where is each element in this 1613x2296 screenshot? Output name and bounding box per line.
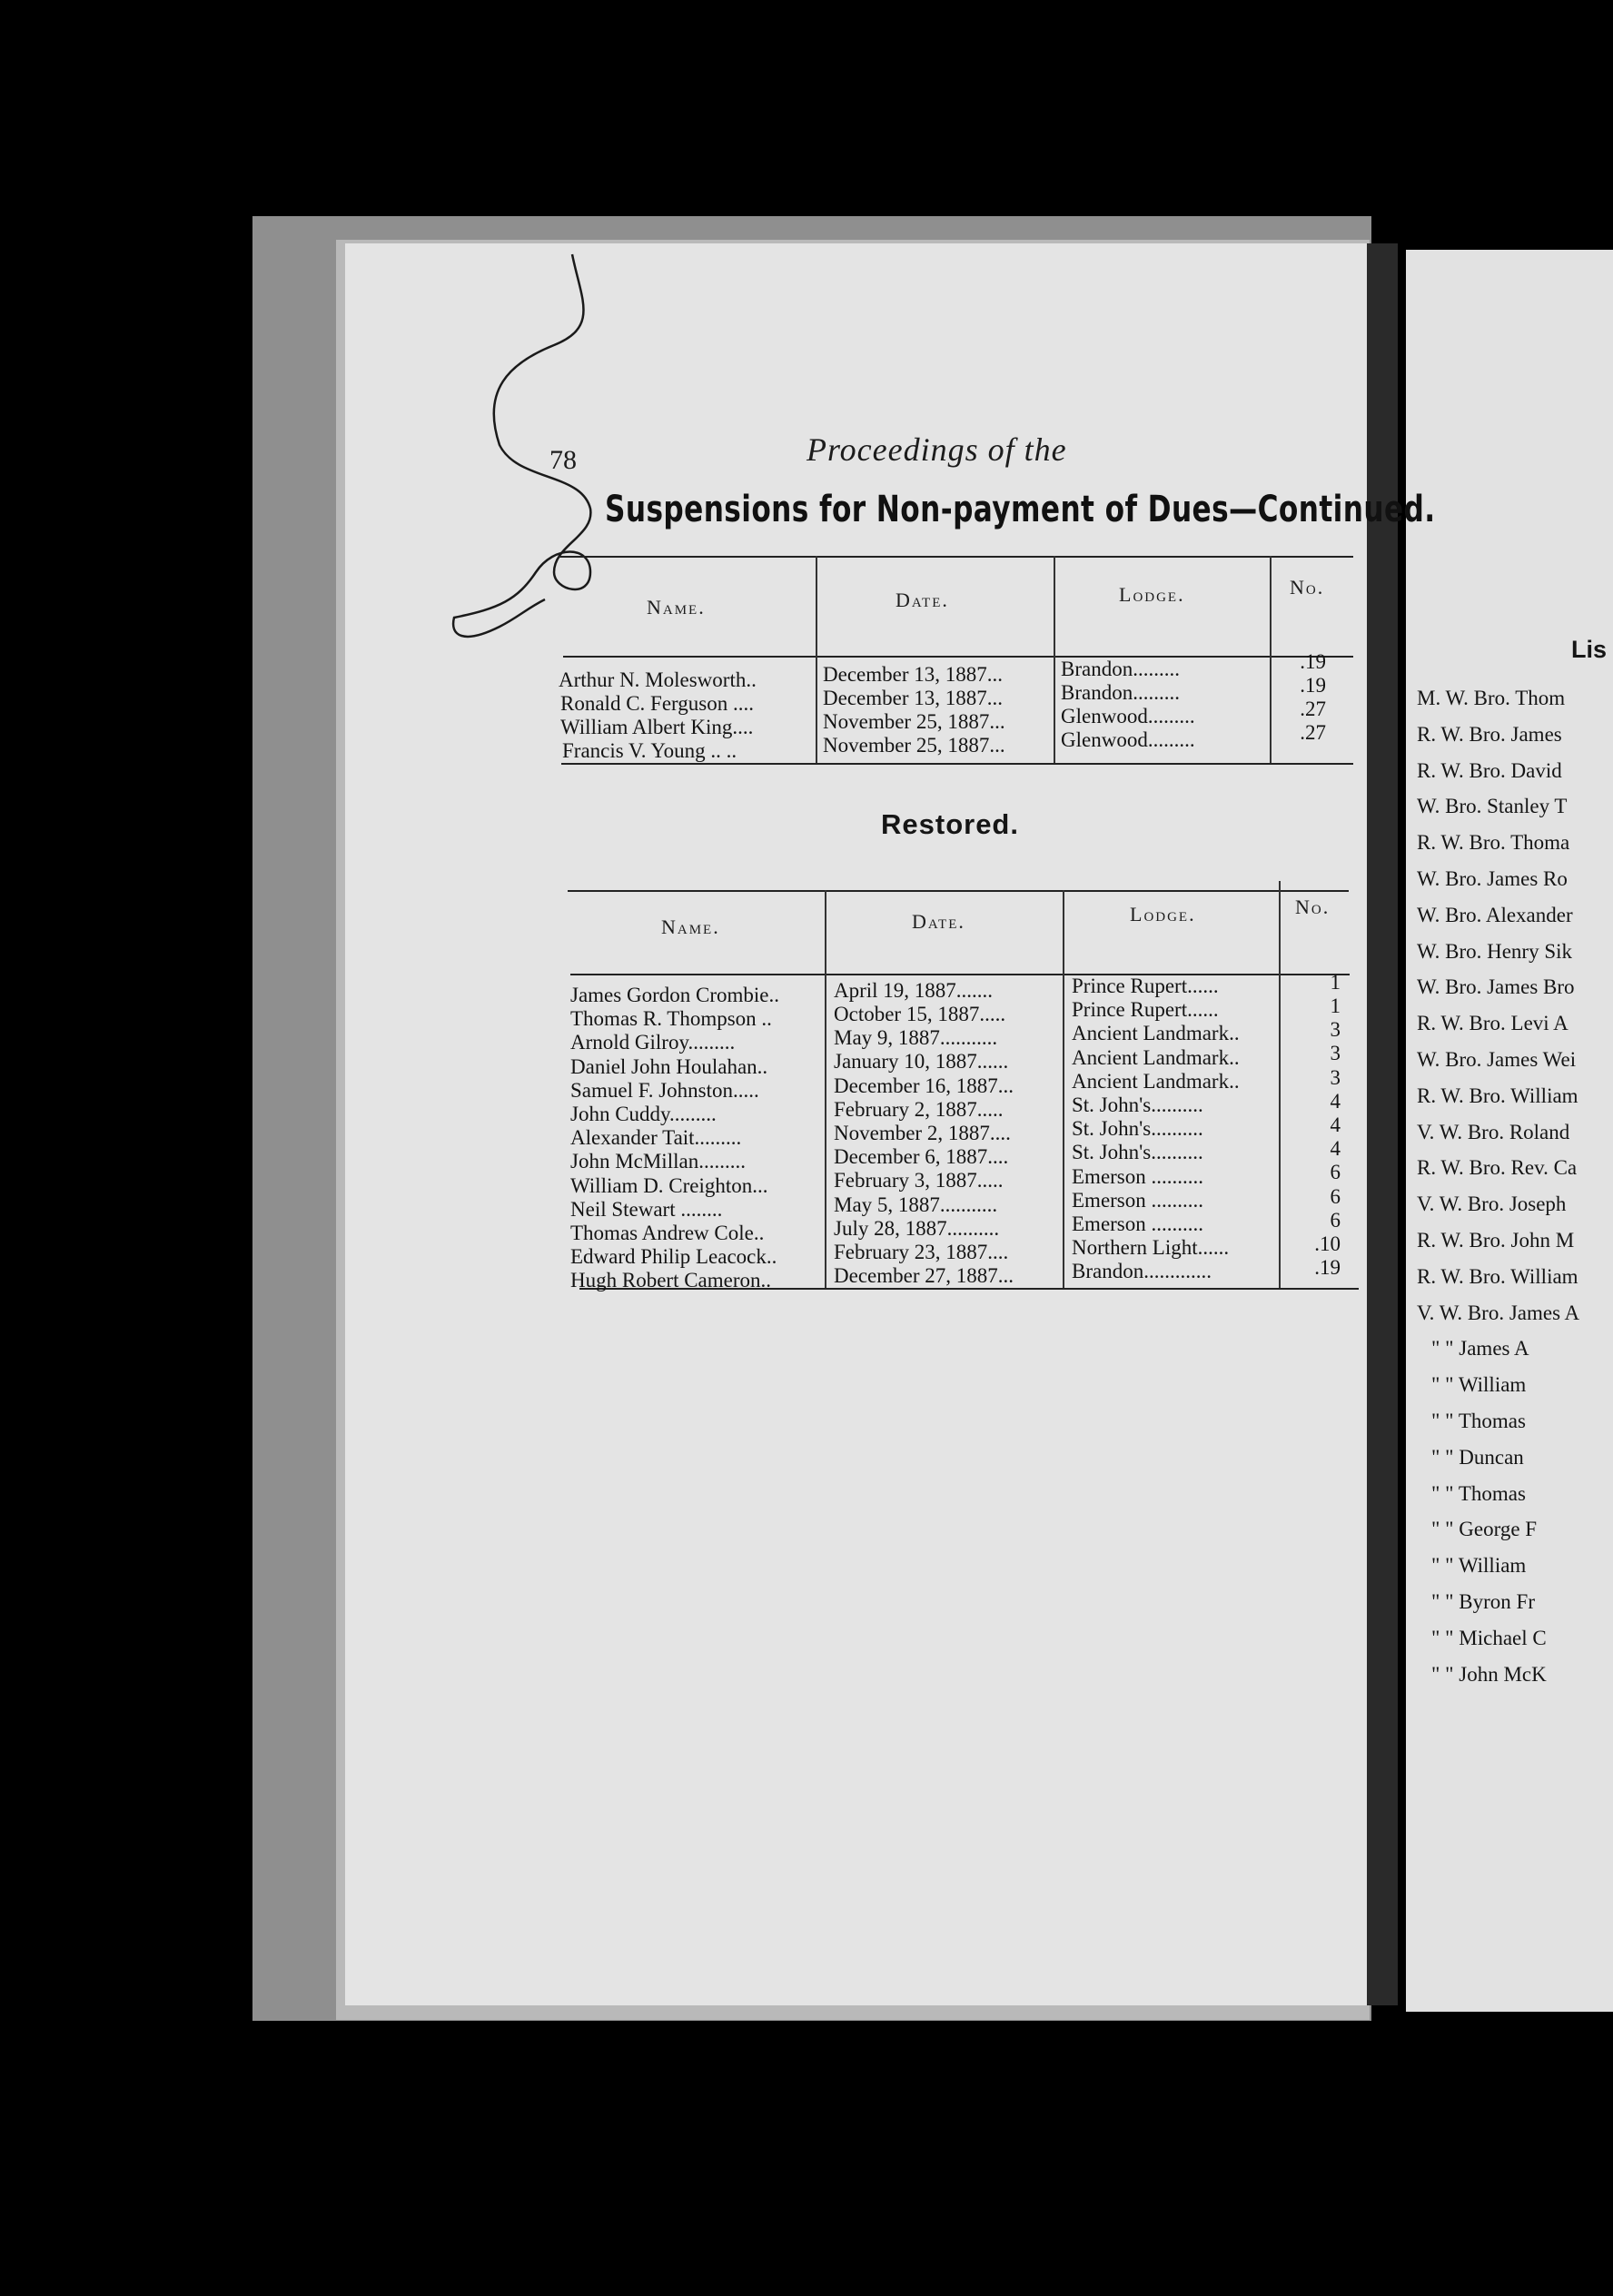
- list-item: " " John McK: [1431, 1662, 1547, 1686]
- member-name: Thomas R. Thompson ..: [570, 1007, 772, 1031]
- restoration-date: April 19, 1887.......: [834, 978, 994, 1002]
- list-item: R. W. Bro. William: [1417, 1084, 1578, 1107]
- restoration-date: February 2, 1887.....: [834, 1097, 1004, 1121]
- list-item: " " Thomas: [1431, 1481, 1526, 1505]
- lodge-number: 1: [1330, 970, 1341, 994]
- lodge-number: 3: [1330, 1042, 1341, 1065]
- lodge-name: Brandon.........: [1061, 681, 1180, 704]
- member-name: William D. Creighton...: [570, 1173, 768, 1197]
- list-item: R. W. Bro. James: [1417, 722, 1562, 746]
- lodge-name: Brandon.............: [1072, 1260, 1212, 1283]
- lodge-name: Brandon.........: [1061, 658, 1180, 680]
- list-item: R. W. Bro. Levi A: [1417, 1012, 1568, 1035]
- list-item: V. W. Bro. James A: [1417, 1301, 1580, 1324]
- lodge-name: Ancient Landmark..: [1072, 1069, 1240, 1093]
- column-header-date: Date.: [896, 589, 949, 611]
- lodge-number: 6: [1330, 1208, 1341, 1232]
- member-name: John McMillan.........: [570, 1150, 746, 1173]
- member-name: John Cuddy.........: [570, 1103, 717, 1125]
- restored-title: Restored.: [881, 808, 1019, 840]
- list-item: " " William: [1431, 1373, 1527, 1397]
- lodge-number: 4: [1330, 1089, 1341, 1113]
- column-header-lodge: Lodge.: [1119, 583, 1185, 606]
- lodge-number: 4: [1330, 1113, 1341, 1137]
- right-page-heading: Lis: [1571, 636, 1608, 663]
- member-name: Alexander Tait.........: [570, 1126, 742, 1150]
- list-item: W. Bro. Henry Sik: [1417, 939, 1573, 963]
- list-item: " " Thomas: [1431, 1410, 1526, 1432]
- suspension-date: December 13, 1887...: [823, 687, 1003, 709]
- lodge-name: Prince Rupert......: [1072, 998, 1219, 1022]
- member-name: Francis V. Young .. ..: [562, 739, 737, 762]
- lodge-number: .27: [1300, 698, 1326, 720]
- member-name: Arnold Gilroy.........: [570, 1031, 736, 1054]
- list-item: V. W. Bro. Joseph: [1417, 1193, 1567, 1216]
- column-divider: [825, 890, 826, 1288]
- running-head: Proceedings of the: [806, 431, 1067, 468]
- lodge-name: Emerson ..........: [1072, 1212, 1204, 1236]
- restoration-date: December 6, 1887....: [834, 1145, 1009, 1169]
- column-header-name: Name.: [647, 596, 706, 619]
- member-name: Arthur N. Molesworth..: [559, 668, 757, 691]
- table-bottom-rule: [561, 763, 1353, 765]
- restoration-date: February 23, 1887....: [834, 1240, 1009, 1263]
- restoration-date: May 5, 1887...........: [834, 1193, 998, 1216]
- lodge-name: Emerson ..........: [1072, 1164, 1204, 1188]
- list-item: " " George F: [1431, 1518, 1538, 1541]
- lodge-name: Ancient Landmark..: [1072, 1045, 1240, 1069]
- list-item: W. Bro. James Ro: [1417, 867, 1568, 890]
- list-item: W. Bro. James Wei: [1417, 1048, 1577, 1071]
- lodge-name: St. John's..........: [1072, 1117, 1203, 1141]
- column-header-no: No.: [1295, 896, 1331, 918]
- column-header-lodge: Lodge.: [1130, 903, 1196, 925]
- lodge-number: 6: [1330, 1184, 1341, 1208]
- lodge-number: .19: [1314, 1256, 1341, 1280]
- list-item: W. Bro. Alexander: [1417, 903, 1573, 926]
- column-header-date: Date.: [912, 910, 965, 933]
- list-item: V. W. Bro. Roland: [1417, 1120, 1570, 1143]
- restoration-date: October 15, 1887.....: [834, 1002, 1006, 1025]
- table-top-rule: [559, 556, 1353, 558]
- list-item: R. W. Bro. Rev. Ca: [1417, 1156, 1578, 1180]
- column-divider: [1063, 890, 1064, 1288]
- lodge-number: .27: [1300, 721, 1326, 744]
- restoration-date: November 2, 1887....: [834, 1121, 1011, 1144]
- lodge-number: .19: [1300, 674, 1326, 697]
- list-item: W. Bro. James Bro: [1417, 975, 1575, 999]
- lodge-name: Ancient Landmark..: [1072, 1022, 1240, 1045]
- list-item: " " Byron Fr: [1431, 1590, 1535, 1613]
- lodge-name: St. John's..........: [1072, 1094, 1203, 1117]
- lodge-number: 3: [1330, 1065, 1341, 1089]
- column-divider: [1054, 556, 1055, 763]
- restoration-date: July 28, 1887..........: [834, 1216, 1000, 1240]
- list-item: R. W. Bro. Thoma: [1417, 831, 1570, 855]
- column-header-name: Name.: [661, 915, 720, 938]
- page-number: 78: [549, 445, 577, 475]
- lodge-number: 3: [1330, 1018, 1341, 1042]
- lodge-name: Glenwood.........: [1061, 728, 1195, 751]
- member-name: Samuel F. Johnston.....: [570, 1078, 759, 1102]
- restoration-date: January 10, 1887......: [834, 1050, 1009, 1074]
- member-name: Edward Philip Leacock..: [570, 1245, 777, 1269]
- member-name: Neil Stewart ........: [570, 1197, 723, 1221]
- member-name: James Gordon Crombie..: [570, 984, 779, 1006]
- restoration-date: December 16, 1887...: [834, 1074, 1014, 1097]
- list-item: " " Duncan: [1431, 1445, 1524, 1469]
- lodge-name: Emerson ..........: [1072, 1188, 1204, 1212]
- member-name: Thomas Andrew Cole..: [570, 1222, 765, 1244]
- restoration-date: May 9, 1887...........: [834, 1026, 998, 1050]
- section-title: Suspensions for Non-payment of Dues—Continued.: [605, 489, 1436, 530]
- lodge-name: Prince Rupert......: [1072, 975, 1219, 998]
- lodge-number: 1: [1330, 995, 1341, 1018]
- list-item: W. Bro. Stanley T: [1417, 795, 1568, 818]
- member-name: Hugh Robert Cameron..: [570, 1269, 772, 1292]
- list-item: " " James A: [1431, 1337, 1529, 1361]
- column-divider: [816, 556, 817, 763]
- member-name: Ronald C. Ferguson ....: [560, 692, 754, 715]
- member-name: Daniel John Houlahan..: [570, 1054, 768, 1078]
- table-header-rule: [563, 656, 1353, 658]
- list-item: M. W. Bro. Thom: [1417, 687, 1566, 709]
- lodge-name: Northern Light......: [1072, 1236, 1230, 1260]
- list-item: R. W. Bro. William: [1417, 1264, 1578, 1288]
- restoration-date: February 3, 1887.....: [834, 1169, 1004, 1193]
- lodge-name: St. John's..........: [1072, 1141, 1203, 1164]
- restoration-date: December 27, 1887...: [834, 1264, 1014, 1288]
- table-top-rule: [568, 890, 1349, 892]
- list-item: R. W. Bro. John M: [1417, 1229, 1575, 1252]
- member-name: William Albert King....: [560, 716, 754, 738]
- lodge-number: 4: [1330, 1137, 1341, 1161]
- list-item: " " Michael C: [1431, 1626, 1547, 1649]
- lodge-number: 6: [1330, 1161, 1341, 1184]
- suspension-date: November 25, 1887...: [823, 734, 1005, 757]
- list-item: R. W. Bro. David: [1417, 758, 1562, 782]
- list-item: " " William: [1431, 1554, 1527, 1578]
- table-header-rule: [570, 974, 1350, 975]
- suspension-date: December 13, 1887...: [823, 663, 1003, 686]
- column-header-no: No.: [1290, 576, 1325, 599]
- suspension-date: November 25, 1887...: [823, 710, 1005, 733]
- column-divider: [1279, 881, 1281, 1288]
- lodge-name: Glenwood.........: [1061, 705, 1195, 727]
- lodge-number: .10: [1314, 1232, 1341, 1256]
- lodge-number: .19: [1300, 650, 1326, 673]
